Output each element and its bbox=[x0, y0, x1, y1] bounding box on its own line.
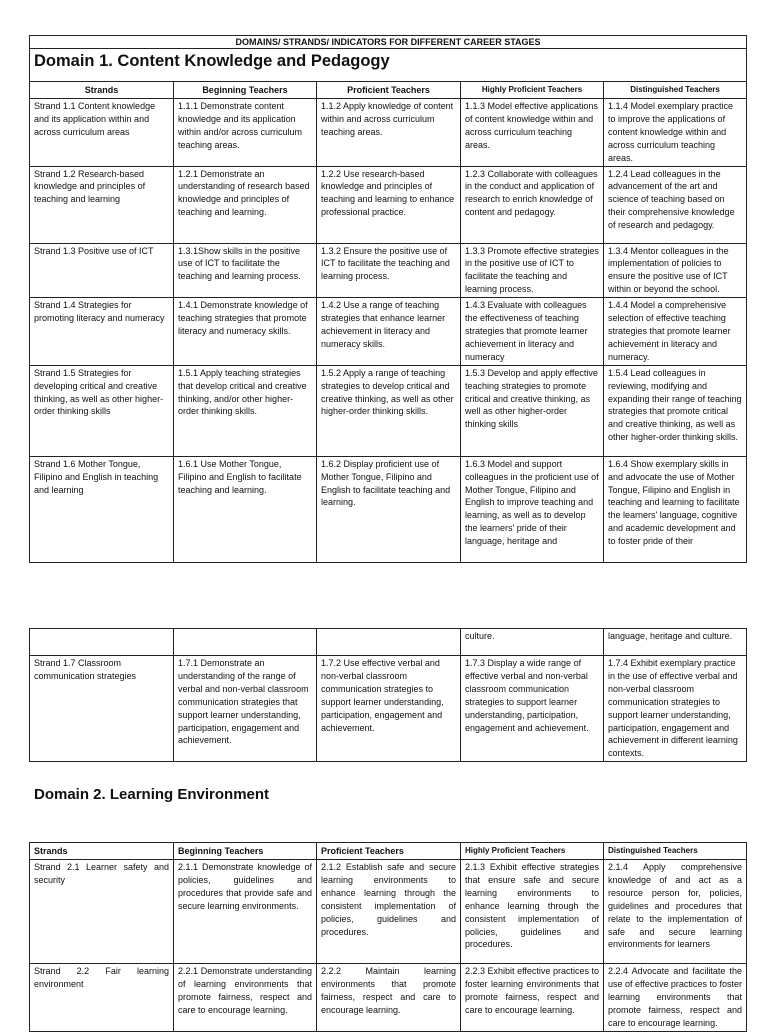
highly-proficient-cell: 2.2.3 Exhibit effective practices to foster learning environments that promote fairness, respect and care to encourage learning. bbox=[461, 964, 604, 1032]
table-row bbox=[30, 456, 747, 562]
strand-cell: Strand 2.1 Learner safety and security bbox=[30, 860, 174, 964]
header-proficient: Proficient Teachers bbox=[317, 843, 461, 860]
header-distinguished: Distinguished Teachers bbox=[604, 843, 747, 860]
strand-cell: Strand 1.7 Classroom communication strategies bbox=[30, 656, 174, 762]
strand-cell: Strand 1.1 Content knowledge and its application within and across curriculum areas bbox=[30, 99, 174, 167]
table-row bbox=[30, 166, 747, 243]
table-row bbox=[30, 99, 747, 167]
table-row bbox=[30, 860, 747, 964]
table-row bbox=[30, 964, 747, 1032]
highly-proficient-cell: 1.6.3 Model and support colleagues in the proficient use of Mother Tongue, Filipino and English to improve teaching and learning, as well as to develop the learners' pride of their language, heritage and bbox=[461, 456, 604, 562]
distinguished-cell: language, heritage and culture. bbox=[604, 629, 747, 656]
proficient-cell: 1.5.2 Apply a range of teaching strategies to develop critical and creative thinking, as well as other higher-order thinking skills. bbox=[317, 365, 461, 456]
highly-proficient-cell: 1.2.3 Collaborate with colleagues in the conduct and application of research to enrich knowledge of content and pedagogy. bbox=[461, 166, 604, 243]
proficient-cell bbox=[317, 629, 461, 656]
highly-proficient-cell: 1.3.3 Promote effective strategies in the positive use of ICT to facilitate the teaching and learning process. bbox=[461, 243, 604, 298]
proficient-cell: 1.6.2 Display proficient use of Mother Tongue, Filipino and English to facilitate teaching and learning. bbox=[317, 456, 461, 562]
highly-proficient-cell: 2.1.3 Exhibit effective strategies that ensure safe and secure learning environments to enhance learning through the consistent implementation of policies, guidelines and procedures. bbox=[461, 860, 604, 964]
beginning-cell: 1.5.1 Apply teaching strategies that develop critical and creative thinking, and/or other higher-order thinking skills. bbox=[174, 365, 317, 456]
strand-cell: Strand 1.4 Strategies for promoting literacy and numeracy bbox=[30, 298, 174, 366]
header-proficient: Proficient Teachers bbox=[317, 82, 461, 99]
distinguished-cell: 2.2.4 Advocate and facilitate the use of effective practices to foster learning environments that promote fairness, respect and care to encourage learning. bbox=[604, 964, 747, 1032]
domain1-title: Domain 1. Content Knowledge and Pedagogy bbox=[30, 49, 747, 82]
beginning-cell: 1.1.1 Demonstrate content knowledge and its application within and/or across curriculum teaching areas. bbox=[174, 99, 317, 167]
domain2-table bbox=[29, 842, 747, 1032]
distinguished-cell: 1.6.4 Show exemplary skills in and advocate the use of Mother Tongue, Filipino and English in teaching and learning to facilitate the learners' language, cognitive and academic development and to foster pride of their bbox=[604, 456, 747, 562]
proficient-cell: 1.7.2 Use effective verbal and non-verbal classroom communication strategies to support learner understanding, participation, engagement and achievement. bbox=[317, 656, 461, 762]
beginning-cell: 1.7.1 Demonstrate an understanding of the range of verbal and non-verbal classroom communication strategies that support learner understanding, participation, engagement and achievement. bbox=[174, 656, 317, 762]
beginning-cell: 1.6.1 Use Mother Tongue, Filipino and English to facilitate teaching and learning. bbox=[174, 456, 317, 562]
header-highly-proficient: Highly Proficient Teachers bbox=[461, 843, 604, 860]
beginning-cell: 1.2.1 Demonstrate an understanding of research based knowledge and principles of teaching and learning. bbox=[174, 166, 317, 243]
page-banner: DOMAINS/ STRANDS/ INDICATORS FOR DIFFERENT CAREER STAGES bbox=[30, 36, 747, 49]
distinguished-cell: 1.3.4 Mentor colleagues in the implementation of policies to ensure the positive use of ICT within or beyond the school. bbox=[604, 243, 747, 298]
table-row bbox=[30, 243, 747, 298]
proficient-cell: 1.1.2 Apply knowledge of content within and across curriculum teaching areas. bbox=[317, 99, 461, 167]
proficient-cell: 1.2.2 Use research-based knowledge and principles of teaching and learning to enhance professional practice. bbox=[317, 166, 461, 243]
strand-cell: Strand 1.2 Research-based knowledge and principles of teaching and learning bbox=[30, 166, 174, 243]
distinguished-cell: 1.7.4 Exhibit exemplary practice in the use of effective verbal and non-verbal classroom communication strategies to support learner understanding, participation, engagement and achievement in different learning contexts. bbox=[604, 656, 747, 762]
strand-cell: Strand 2.2 Fair learning environment bbox=[30, 964, 174, 1032]
distinguished-cell: 1.2.4 Lead colleagues in the advancement of the art and science of teaching based on their comprehensive knowledge of research and pedagogy. bbox=[604, 166, 747, 243]
table-row bbox=[30, 298, 747, 366]
distinguished-cell: 1.1.4 Model exemplary practice to improve the applications of content knowledge within and across curriculum teaching areas. bbox=[604, 99, 747, 167]
table-row bbox=[30, 656, 747, 762]
header-beginning: Beginning Teachers bbox=[174, 843, 317, 860]
table-row bbox=[30, 365, 747, 456]
proficient-cell: 2.2.2 Maintain learning environments that promote fairness, respect and care to encourage learning. bbox=[317, 964, 461, 1032]
distinguished-cell: 2.1.4 Apply comprehensive knowledge of and act as a resource person for, policies, guidelines and procedures that relate to the implementation of safe and secure learning environments for learners bbox=[604, 860, 747, 964]
beginning-cell bbox=[174, 629, 317, 656]
strand-cell: Strand 1.3 Positive use of ICT bbox=[30, 243, 174, 298]
domain2-title: Domain 2. Learning Environment bbox=[34, 786, 270, 803]
beginning-cell: 2.2.1 Demonstrate understanding of learning environments that promote fairness, respect and care to encourage learning. bbox=[174, 964, 317, 1032]
header-strands: Strands bbox=[30, 82, 174, 99]
highly-proficient-cell: 1.4.3 Evaluate with colleagues the effectiveness of teaching strategies that promote learner achievement in literacy and numeracy bbox=[461, 298, 604, 366]
domain1-table bbox=[29, 35, 747, 563]
header-distinguished: Distinguished Teachers bbox=[604, 82, 747, 99]
strand-cell: Strand 1.6 Mother Tongue, Filipino and English in teaching and learning bbox=[30, 456, 174, 562]
proficient-cell: 1.3.2 Ensure the positive use of ICT to facilitate the teaching and learning process. bbox=[317, 243, 461, 298]
beginning-cell: 1.3.1Show skills in the positive use of ICT to facilitate the teaching and learning process. bbox=[174, 243, 317, 298]
beginning-cell: 2.1.1 Demonstrate knowledge of policies, guidelines and procedures that provide safe and secure learning environments. bbox=[174, 860, 317, 964]
highly-proficient-cell: 1.7.3 Display a wide range of effective verbal and non-verbal classroom communication strategies to support learner understanding, participation, engagement and achievement. bbox=[461, 656, 604, 762]
header-strands: Strands bbox=[30, 843, 174, 860]
distinguished-cell: 1.4.4 Model a comprehensive selection of effective teaching strategies that promote learner achievement in literacy and numeracy. bbox=[604, 298, 747, 366]
highly-proficient-cell: 1.1.3 Model effective applications of content knowledge within and across curriculum teaching areas. bbox=[461, 99, 604, 167]
proficient-cell: 1.4.2 Use a range of teaching strategies that enhance learner achievement in literacy and numeracy skills. bbox=[317, 298, 461, 366]
distinguished-cell: 1.5.4 Lead colleagues in reviewing, modifying and expanding their range of teaching strategies that promote critical and creative thinking, as well as other higher-order thinking skills. bbox=[604, 365, 747, 456]
strand-cell bbox=[30, 629, 174, 656]
proficient-cell: 2.1.2 Establish safe and secure learning environments to enhance learning through the consistent implementation of policies, guidelines and procedures. bbox=[317, 860, 461, 964]
domain1-header-row bbox=[30, 82, 747, 99]
header-beginning: Beginning Teachers bbox=[174, 82, 317, 99]
header-highly-proficient: Highly Proficient Teachers bbox=[461, 82, 604, 99]
table-row bbox=[30, 629, 747, 656]
domain2-header-row bbox=[30, 843, 747, 860]
highly-proficient-cell: 1.5.3 Develop and apply effective teaching strategies to promote critical and creative thinking, as well as other higher-order thinking skills bbox=[461, 365, 604, 456]
strand-cell: Strand 1.5 Strategies for developing critical and creative thinking, as well as other higher-order thinking skills bbox=[30, 365, 174, 456]
domain1-continuation-table bbox=[29, 628, 747, 762]
highly-proficient-cell: culture. bbox=[461, 629, 604, 656]
beginning-cell: 1.4.1 Demonstrate knowledge of teaching strategies that promote literacy and numeracy skills. bbox=[174, 298, 317, 366]
